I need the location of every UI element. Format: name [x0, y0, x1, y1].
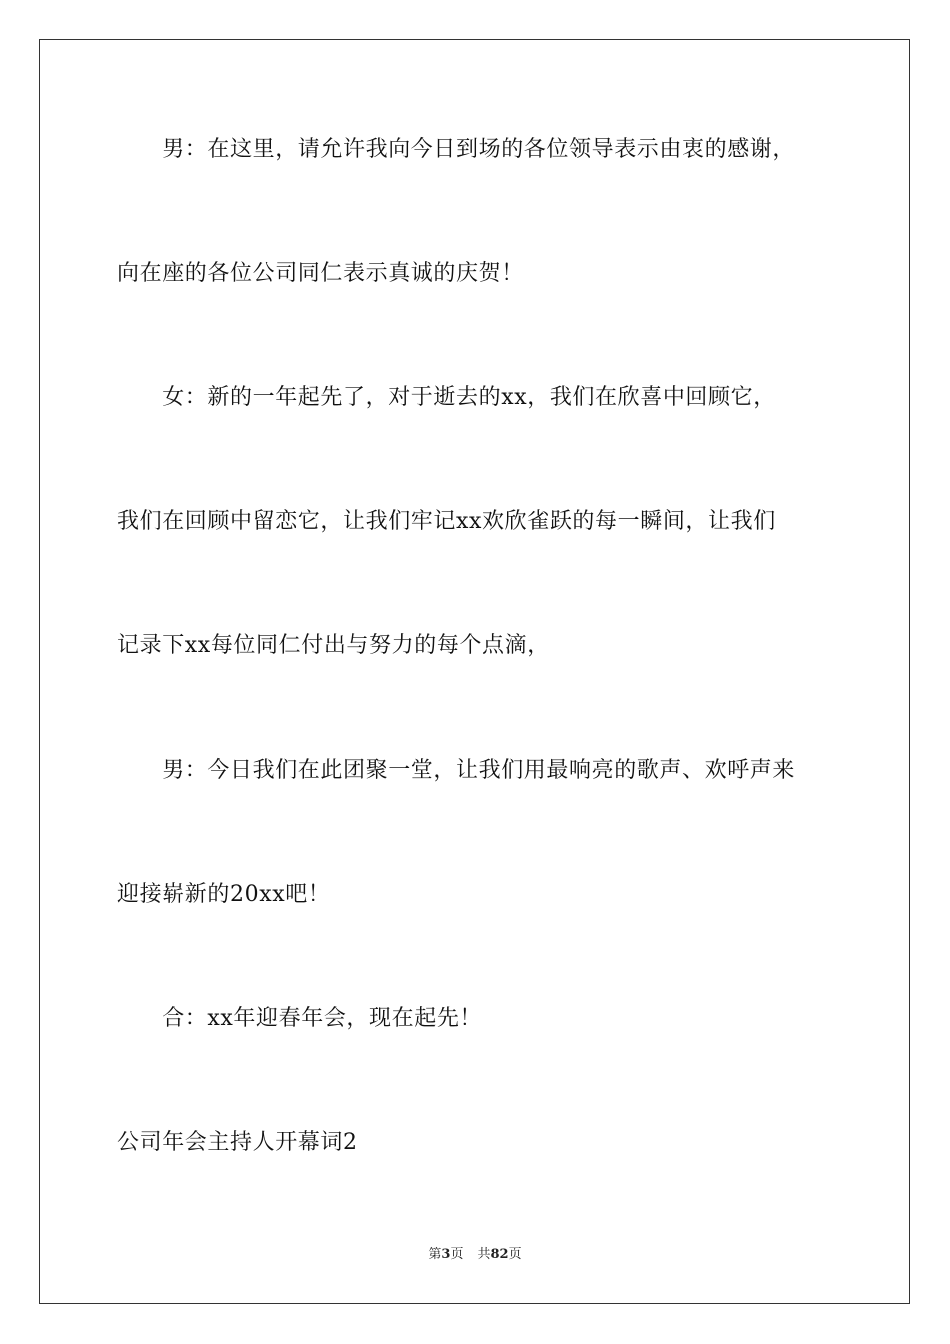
- paragraph-line-5: 记录下xx每位同仁付出与努力的每个点滴，: [117, 633, 550, 658]
- paragraph-line-6: 男：今日我们在此团聚一堂，让我们用最响亮的歌声、欢呼声来: [117, 758, 796, 783]
- section-heading: 公司年会主持人开幕词2: [117, 1130, 358, 1155]
- paragraph-line-2: 向在座的各位公司同仁表示真诚的庆贺！: [117, 261, 524, 286]
- footer-page-current: 3: [441, 1247, 451, 1262]
- page-border: [39, 39, 910, 1304]
- footer-page-total: 82: [490, 1247, 509, 1262]
- paragraph-line-1: 男：在这里，请允许我向今日到场的各位领导表示由衷的感谢，: [117, 137, 796, 162]
- paragraph-line-3: 女：新的一年起先了，对于逝去的xx，我们在欣喜中回顾它，: [117, 385, 776, 410]
- paragraph-line-7: 迎接崭新的20xx吧！: [117, 882, 331, 907]
- footer-page-prefix: 第: [428, 1247, 442, 1262]
- paragraph-line-8: 合：xx年迎春年会，现在起先！: [117, 1006, 483, 1031]
- footer-total-suffix: 页: [508, 1247, 522, 1262]
- footer-total-prefix: 共: [477, 1247, 491, 1262]
- footer-page-suffix: 页: [450, 1247, 464, 1262]
- page-footer: [0, 1246, 950, 1264]
- paragraph-line-4: 我们在回顾中留恋它，让我们牢记xx欢欣雀跃的每一瞬间，让我们: [117, 509, 776, 534]
